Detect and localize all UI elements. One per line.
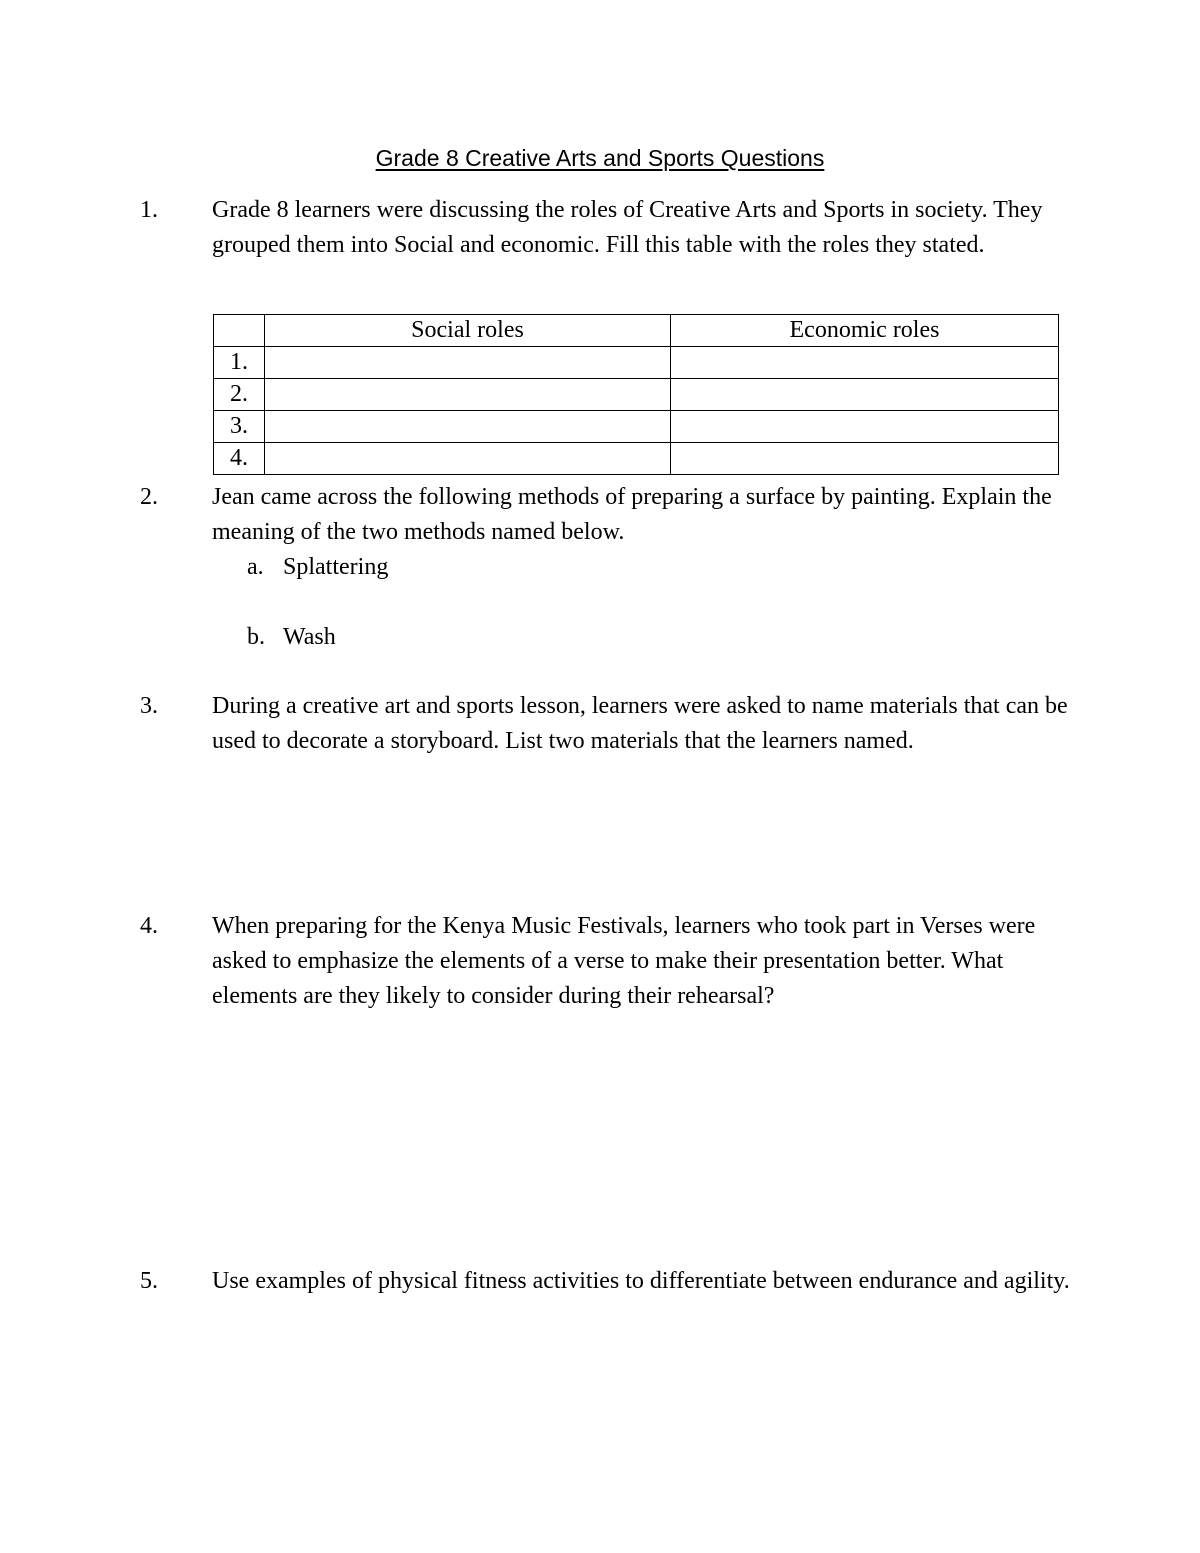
question-2-text: Jean came across the following methods of preparing a surface by painting. Explain the meaning of the two methods named below. xyxy=(212,484,1052,545)
roles-table xyxy=(213,314,1059,475)
table-row xyxy=(214,347,1059,379)
question-5-number: 5. xyxy=(140,1268,158,1294)
question-5-text: Use examples of physical fitness activities to differentiate between endurance and agility. xyxy=(212,1268,1070,1294)
question-1-text: Grade 8 learners were discussing the roles of Creative Arts and Sports in society. They grouped them into Social and economic. Fill this table with the roles they stated. xyxy=(212,197,1043,258)
economic-role-cell[interactable] xyxy=(671,379,1059,411)
table-header-row xyxy=(214,315,1059,347)
question-4-number: 4. xyxy=(140,913,158,939)
table-header-blank xyxy=(214,315,265,347)
question-1-number: 1. xyxy=(140,197,158,223)
table-row xyxy=(214,443,1059,475)
social-role-cell[interactable] xyxy=(265,443,671,475)
economic-role-cell[interactable] xyxy=(671,443,1059,475)
sub-item-letter: b. xyxy=(247,624,265,650)
row-number: 4. xyxy=(214,443,265,475)
economic-role-cell[interactable] xyxy=(671,411,1059,443)
page-title: Grade 8 Creative Arts and Sports Questions xyxy=(375,145,825,171)
social-role-cell[interactable] xyxy=(265,379,671,411)
table-header-social: Social roles xyxy=(265,315,671,347)
question-4-text: When preparing for the Kenya Music Festivals, learners who took part in Verses were asked to emphasize the elements of a verse to make their presentation better. What elements are they likely to consider during their rehearsal? xyxy=(212,913,1036,1009)
question-2-number: 2. xyxy=(140,484,158,510)
social-role-cell[interactable] xyxy=(265,347,671,379)
row-number: 1. xyxy=(214,347,265,379)
sub-item-label: Splattering xyxy=(283,554,389,580)
row-number: 2. xyxy=(214,379,265,411)
table-row xyxy=(214,379,1059,411)
social-role-cell[interactable] xyxy=(265,411,671,443)
sub-item-label: Wash xyxy=(283,624,336,650)
question-3-number: 3. xyxy=(140,693,158,719)
table-header-economic: Economic roles xyxy=(671,315,1059,347)
row-number: 3. xyxy=(214,411,265,443)
table-row xyxy=(214,411,1059,443)
economic-role-cell[interactable] xyxy=(671,347,1059,379)
question-3-text: During a creative art and sports lesson, learners were asked to name materials that can be used to decorate a storyboard. List two materials that the learners named. xyxy=(212,693,1068,754)
sub-item-letter: a. xyxy=(247,554,264,580)
